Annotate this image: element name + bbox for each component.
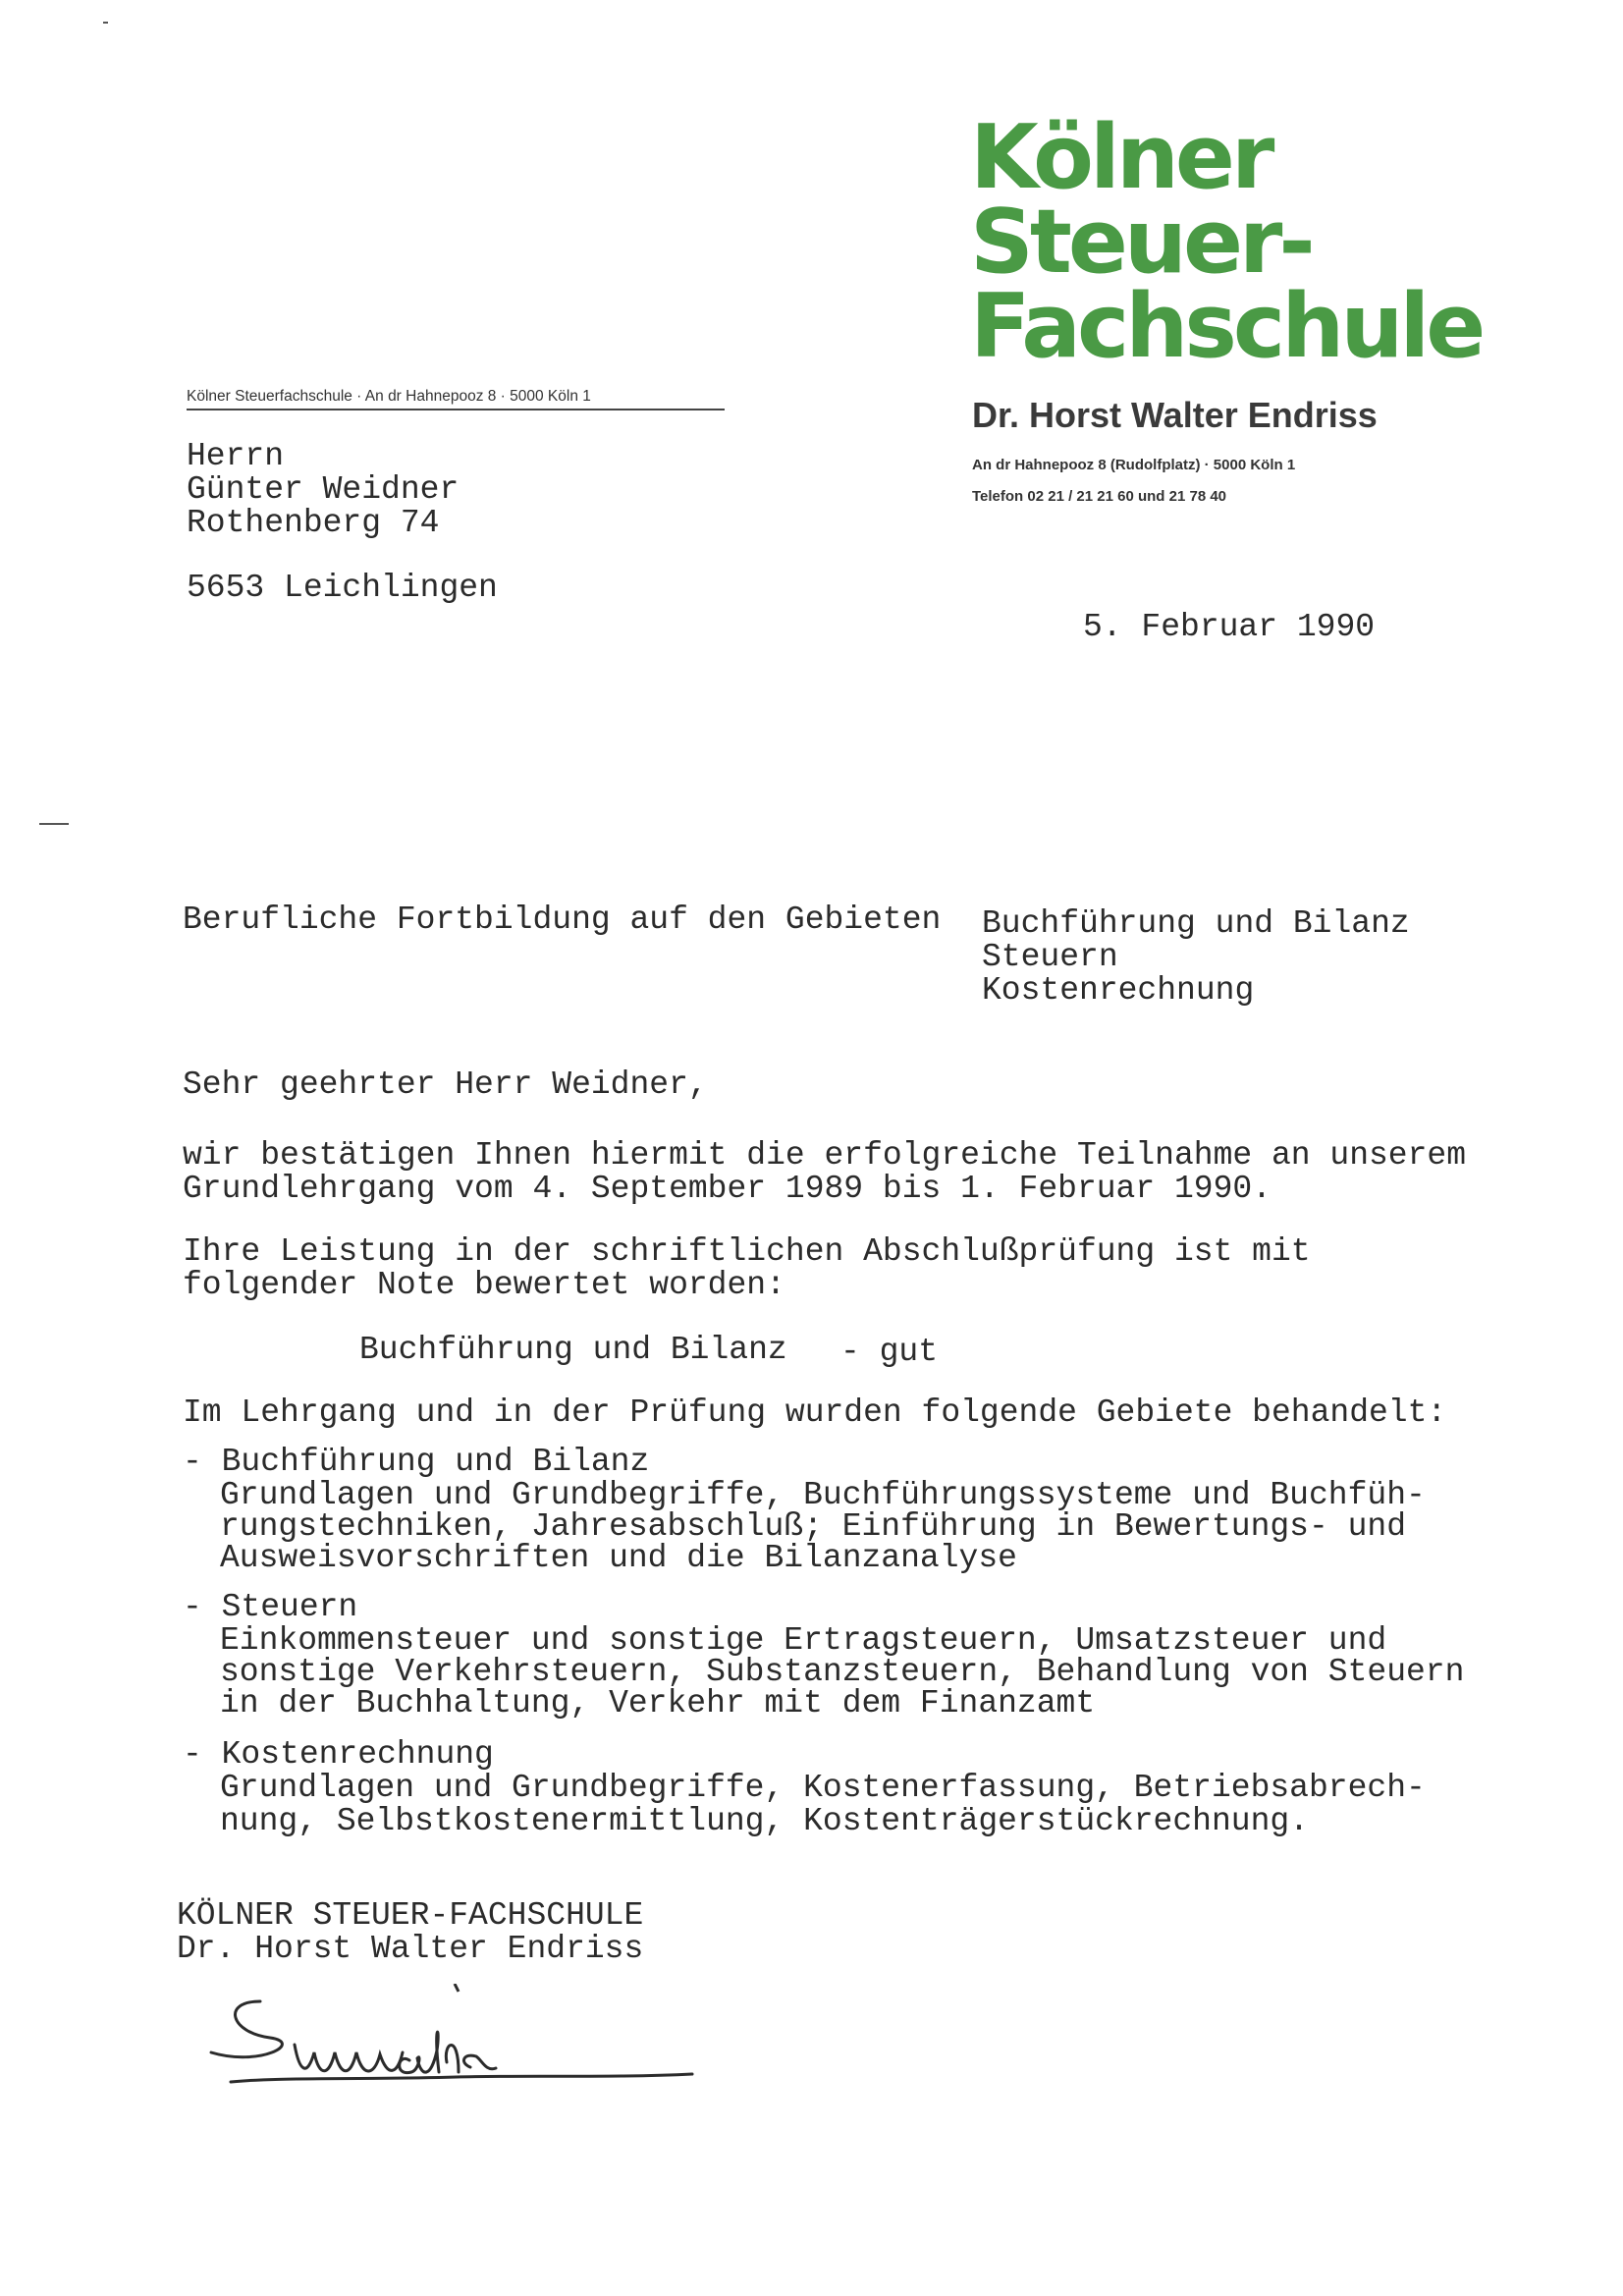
topic-title: - Steuern xyxy=(183,1589,358,1625)
letter-date: 5. Februar 1990 xyxy=(1083,609,1376,645)
subject-area-2: Steuern xyxy=(982,939,1118,975)
recipient-salutation: Herrn xyxy=(187,438,285,474)
topic-line: sonstige Verkehrsteuern, Substanzsteuern, Behandlung von Steuern xyxy=(220,1654,1465,1690)
return-address: Kölner Steuerfachschule · An dr Hahnepooz 8 · 5000 Köln 1 xyxy=(187,388,725,410)
recipient-city: 5653 Leichlingen xyxy=(187,570,498,606)
logo-line-1: Kölner xyxy=(970,106,1271,209)
subject-area-1: Buchführung und Bilanz xyxy=(982,905,1410,942)
subject-area-3: Kostenrechnung xyxy=(982,972,1255,1009)
topics-intro: Im Lehrgang und in der Prüfung wurden folgende Gebiete behandelt: xyxy=(183,1394,1447,1431)
topic-line: Grundlagen und Grundbegriffe, Buchführungssysteme und Buchfüh- xyxy=(220,1477,1426,1513)
closing-name: Dr. Horst Walter Endriss xyxy=(177,1931,644,1967)
greeting: Sehr geehrter Herr Weidner, xyxy=(183,1066,708,1103)
recipient-name: Günter Weidner xyxy=(187,471,460,508)
corner-mark xyxy=(103,22,108,24)
topic-line: Grundlagen und Grundbegriffe, Kostenerfassung, Betriebsabrech- xyxy=(220,1770,1426,1806)
grade-subject: Buchführung und Bilanz xyxy=(359,1332,787,1368)
topic-title: - Kostenrechnung xyxy=(183,1736,494,1773)
subject-prefix: Berufliche Fortbildung auf den Gebieten xyxy=(183,902,942,938)
topic-line: Ausweisvorschriften und die Bilanzanalyse xyxy=(220,1540,1017,1576)
recipient-street: Rothenberg 74 xyxy=(187,505,440,541)
logo-line-3: Fachschule xyxy=(970,275,1483,378)
paragraph1-line-2: Grundlehrgang vom 4. September 1989 bis 1. Februar 1990. xyxy=(183,1171,1271,1207)
paragraph2-line-1: Ihre Leistung in der schriftlichen Abschlußprüfung ist mit xyxy=(183,1233,1311,1270)
grade-value: - gut xyxy=(840,1334,939,1370)
letterhead-phone: Telefon 02 21 / 21 21 60 und 21 78 40 xyxy=(972,488,1227,505)
fold-mark xyxy=(39,823,69,825)
topic-line: in der Buchhaltung, Verkehr mit dem Finanzamt xyxy=(220,1685,1096,1722)
paragraph2-line-2: folgender Note bewertet worden: xyxy=(183,1267,785,1303)
closing-org: KÖLNER STEUER-FACHSCHULE xyxy=(177,1897,644,1934)
topic-title: - Buchführung und Bilanz xyxy=(183,1444,650,1480)
topic-line: Einkommensteuer und sonstige Ertragsteuern, Umsatzsteuer und xyxy=(220,1622,1387,1659)
paragraph1-line-1: wir bestätigen Ihnen hiermit die erfolgreiche Teilnahme an unserem xyxy=(183,1137,1467,1174)
topic-line: rungstechniken, Jahresabschluß; Einführung in Bewertungs- und xyxy=(220,1508,1406,1545)
signature xyxy=(201,1984,712,2121)
topic-line: nung, Selbstkostenermittlung, Kostenträgerstückrechnung. xyxy=(220,1803,1309,1839)
logo-line-2: Steuer- xyxy=(970,191,1312,294)
letterhead-name: Dr. Horst Walter Endriss xyxy=(972,395,1378,435)
letterhead-address: An dr Hahnepooz 8 (Rudolfplatz) · 5000 Köln 1 xyxy=(972,457,1296,473)
